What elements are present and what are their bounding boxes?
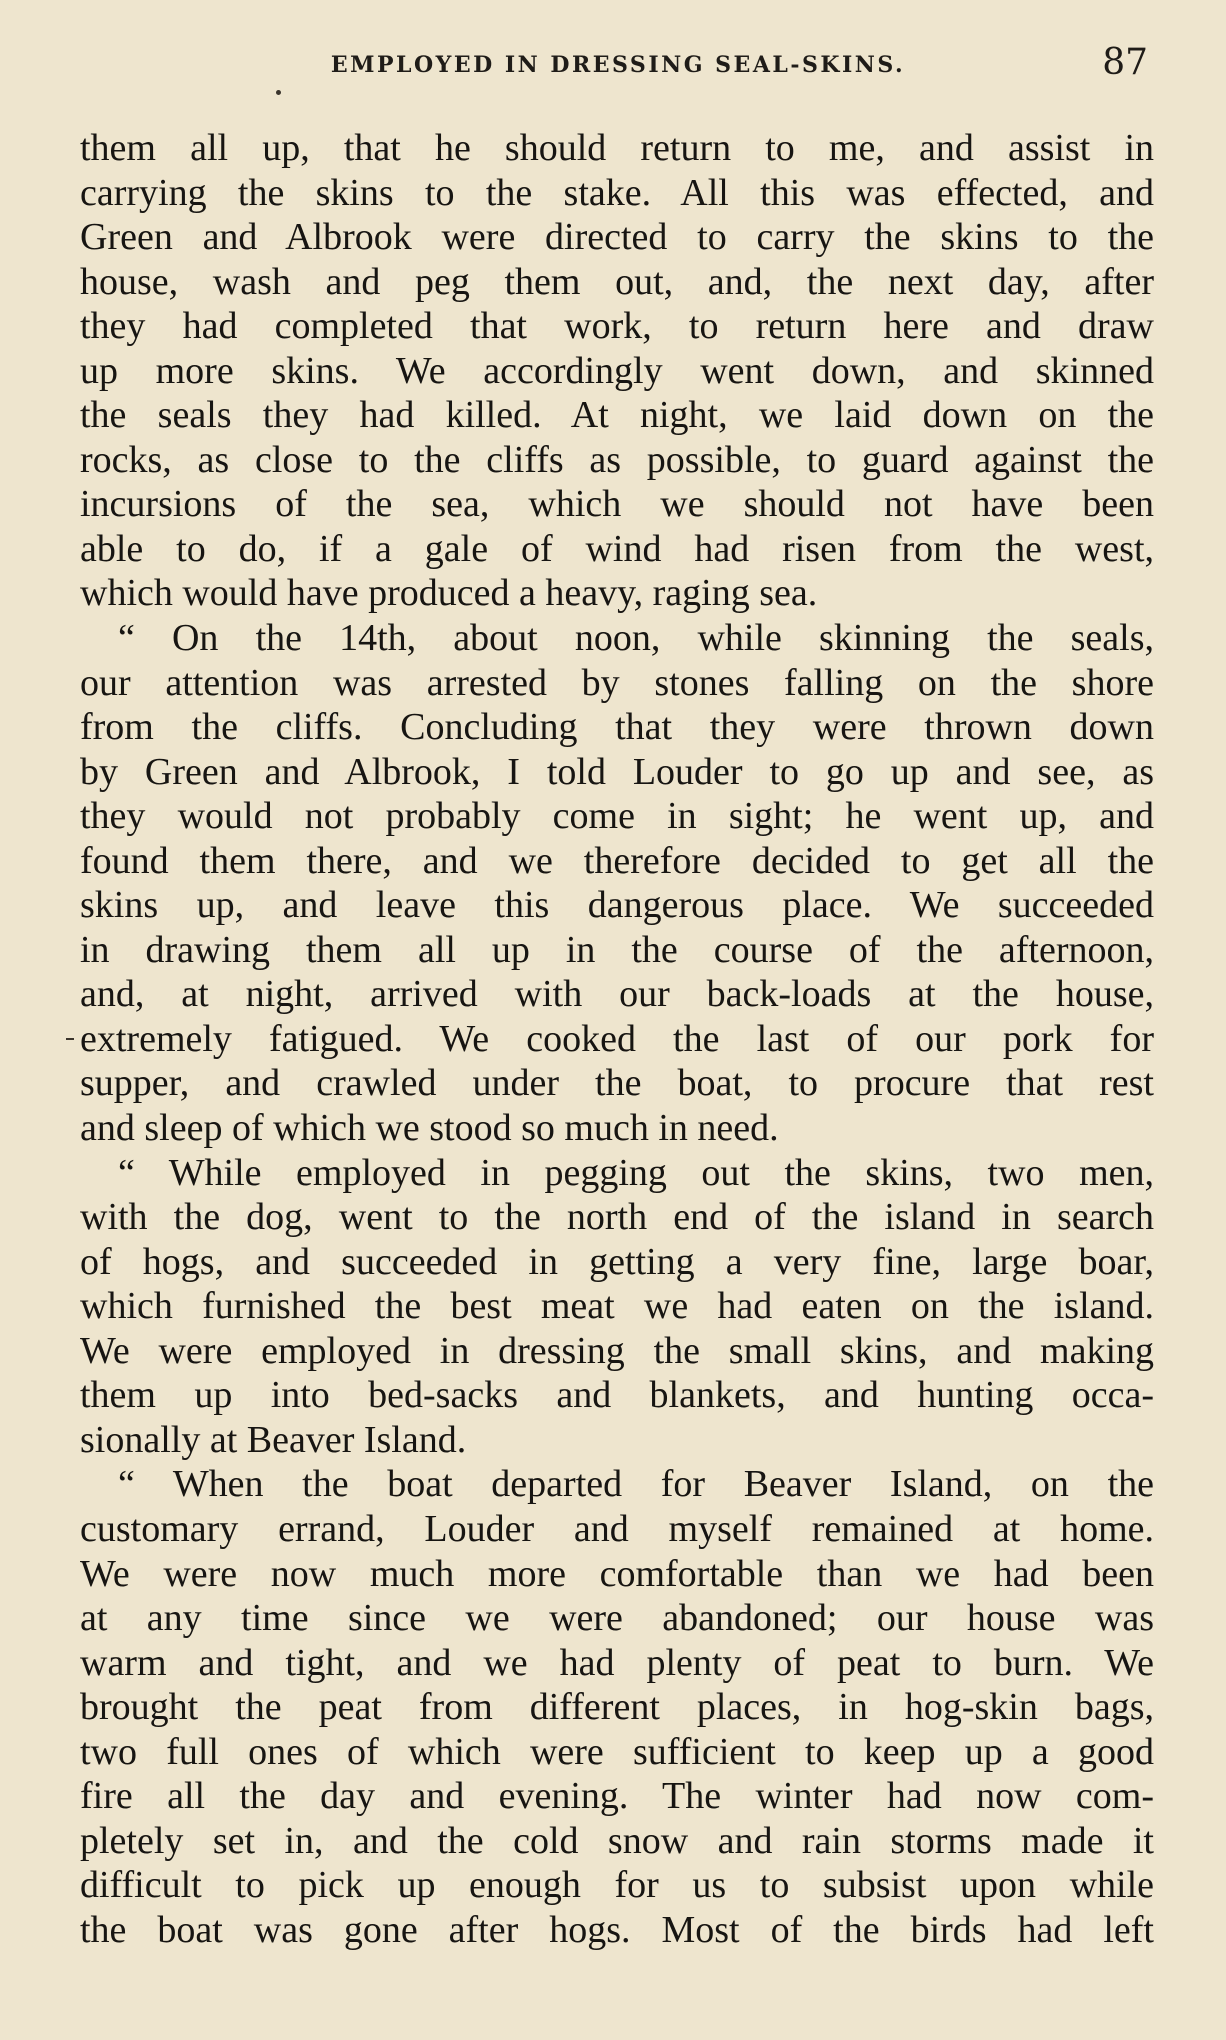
text-line: warm and tight, and we had plenty of peat to burn. We [80, 1641, 1154, 1684]
text-line: them all up, that he should return to me, and assist in [80, 127, 1154, 169]
ink-speck [276, 90, 281, 95]
text-line: which furnished the best meat we had eaten on the island. [80, 1285, 1154, 1328]
body-text [80, 126, 1154, 1952]
text-line: of hogs, and succeeded in getting a very fine, large boar, [80, 1240, 1154, 1283]
text-line: extremely fatigued. We cooked the last of our pork for [80, 1017, 1154, 1060]
text-line: We were now much more comfortable than we had been [80, 1552, 1154, 1595]
text-line: “ While employed in pegging out the skins, two men, [118, 1151, 1154, 1194]
text-line: rocks, as close to the cliffs as possible, to guard against the [80, 438, 1154, 481]
running-title: EMPLOYED IN DRESSING SEAL-SKINS. [330, 52, 906, 78]
text-line: and sleep of which we stood so much in need. [80, 1107, 779, 1150]
margin-mark [66, 1038, 74, 1040]
text-line: skins up, and leave this dangerous place. We succeeded [80, 884, 1154, 927]
text-line: carrying the skins to the stake. All this was effected, and [80, 171, 1154, 214]
text-line: brought the peat from different places, in hog-skin bags, [80, 1686, 1154, 1729]
text-line: pletely set in, and the cold snow and rain storms made it [80, 1819, 1154, 1862]
running-head [80, 42, 1156, 82]
text-line: up more skins. We accordingly went down, and skinned [80, 349, 1154, 392]
text-line: with the dog, went to the north end of the island in search [80, 1196, 1154, 1239]
text-line: Green and Albrook were directed to carry the skins to the [80, 216, 1154, 259]
text-line: We were employed in dressing the small skins, and making [80, 1329, 1154, 1372]
text-line: “ When the boat departed for Beaver Island, on the [118, 1463, 1154, 1506]
text-line: and, at night, arrived with our back-loads at the house, [80, 973, 1154, 1016]
text-line: customary errand, Louder and myself remained at home. [80, 1507, 1154, 1550]
text-line: they would not probably come in sight; he went up, and [80, 795, 1154, 838]
text-line: our attention was arrested by stones falling on the shore [80, 661, 1154, 704]
text-line: the seals they had killed. At night, we laid down on the [80, 394, 1154, 437]
text-line: by Green and Albrook, I told Louder to go up and see, as [80, 750, 1154, 793]
text-line: they had completed that work, to return here and draw [80, 305, 1154, 348]
text-line: supper, and crawled under the boat, to procure that rest [80, 1062, 1154, 1105]
text-line: found them there, and we therefore decided to get all the [80, 839, 1154, 882]
text-line: at any time since we were abandoned; our house was [80, 1597, 1154, 1640]
text-line: which would have produced a heavy, raging sea. [80, 572, 818, 615]
text-line: two full ones of which were sufficient to keep up a good [80, 1730, 1154, 1773]
text-line: in drawing them all up in the course of the afternoon, [80, 928, 1154, 971]
text-line: from the cliffs. Concluding that they were thrown down [80, 706, 1154, 749]
text-line: able to do, if a gale of wind had risen from the west, [80, 527, 1154, 570]
text-line: “ On the 14th, about noon, while skinning the seals, [118, 617, 1154, 660]
page-number: 87 [1102, 42, 1148, 83]
text-line: the boat was gone after hogs. Most of the birds had left [80, 1908, 1154, 1951]
text-line: sionally at Beaver Island. [80, 1418, 467, 1461]
text-line: fire all the day and evening. The winter had now com- [80, 1775, 1154, 1818]
text-line: difficult to pick up enough for us to subsist upon while [80, 1864, 1154, 1907]
text-line: house, wash and peg them out, and, the next day, after [80, 260, 1154, 303]
text-line: incursions of the sea, which we should not have been [80, 483, 1154, 526]
text-line: them up into bed-sacks and blankets, and hunting occa- [80, 1374, 1154, 1417]
